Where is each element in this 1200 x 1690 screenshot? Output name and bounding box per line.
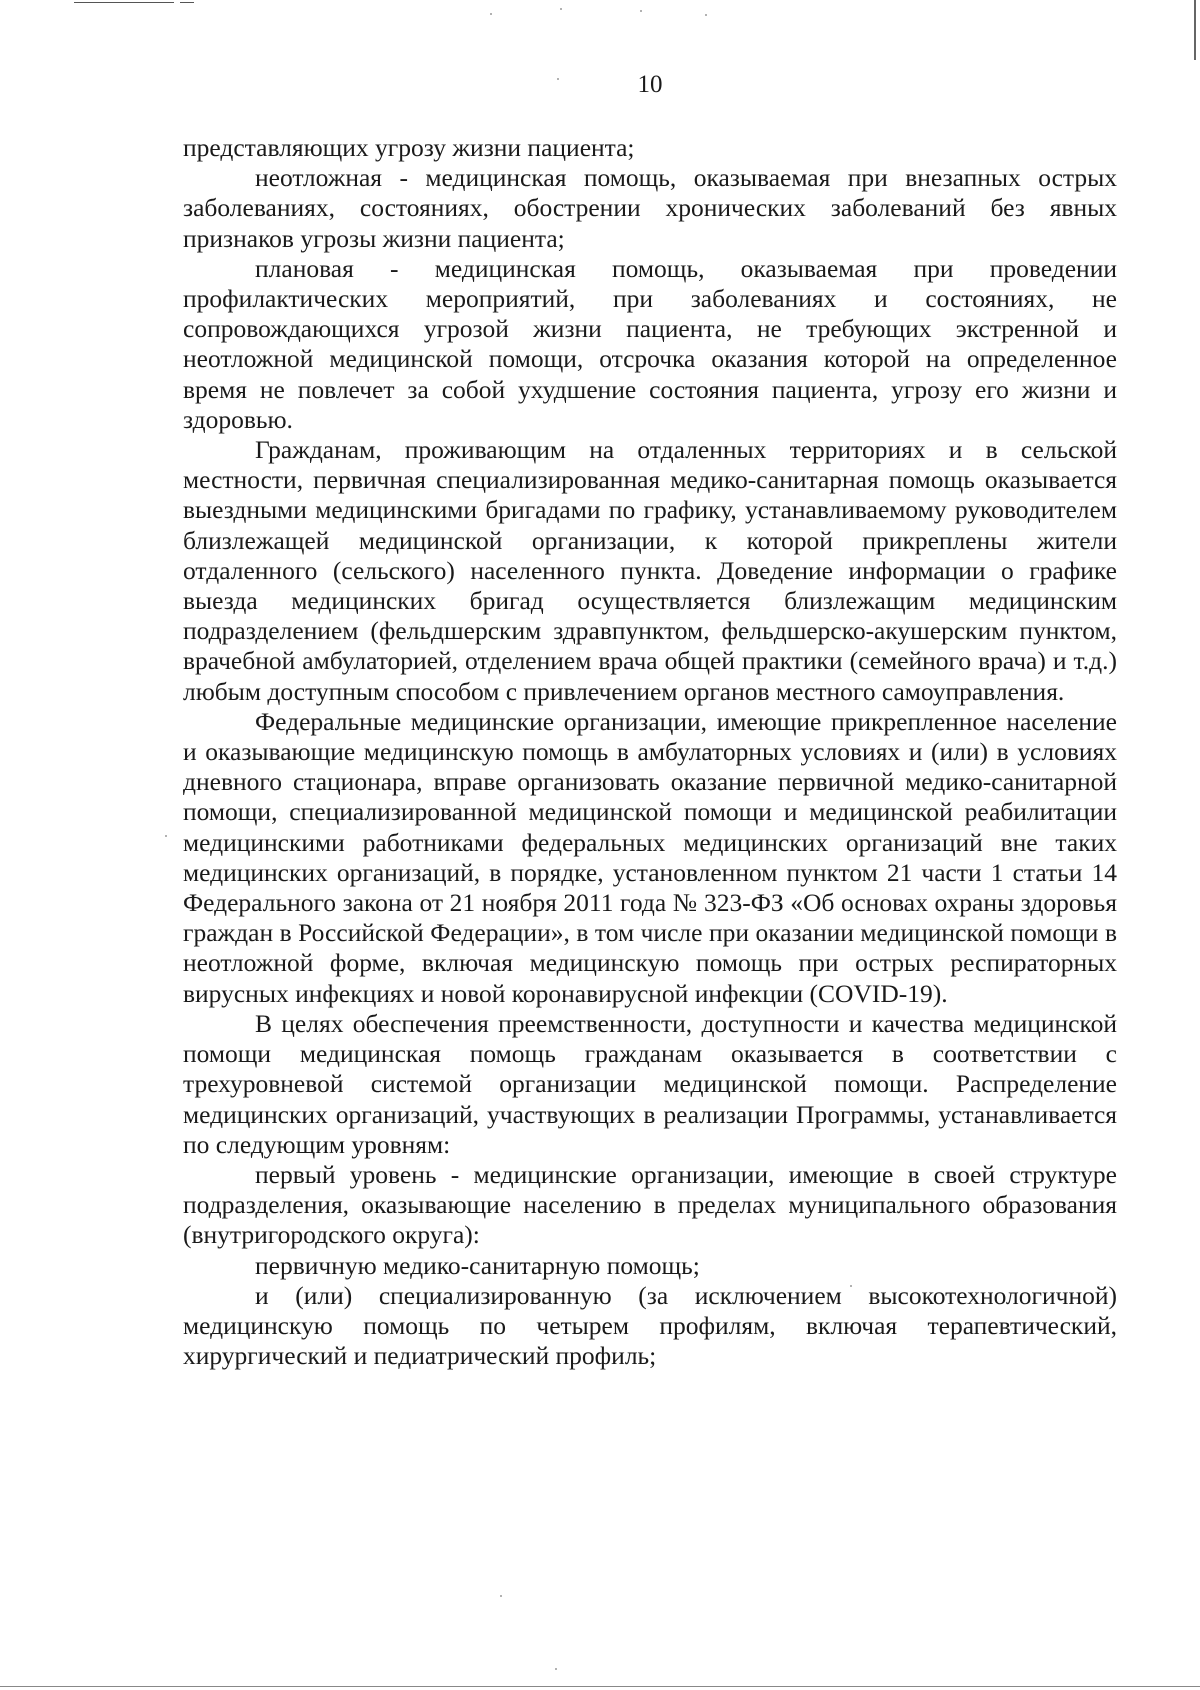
scan-artifact-top-rule (180, 2, 194, 3)
scan-artifact-top-rule (74, 2, 174, 3)
scan-speck (165, 835, 167, 837)
scan-speck (500, 1595, 502, 1597)
paragraph: представляющих угрозу жизни пациента; (183, 133, 635, 162)
scan-speck (640, 10, 642, 12)
paragraph: первичную медико-санитарную помощь; (255, 1250, 700, 1280)
paragraph: неотложная - медицинская помощь, оказываемая при внезапных острых заболеваниях, состояниях, обострении хронических заболеваний без явных признаков угрозы жизни пациента; (183, 163, 1117, 253)
scan-speck (490, 13, 492, 15)
paragraph: первый уровень - медицинские организации, имеющие в своей структуре подразделения, оказывающие населению в пределах муниципального образования (внутригородского округа): (183, 1159, 1117, 1250)
scan-speck (560, 8, 562, 10)
paragraph: плановая - медицинская помощь, оказываемая при проведении профилактических мероприятий, при заболеваниях и состояниях, не сопровождающихся угрозой жизни пациента, не требующих экстренной и неотложной медицинской помощи, отсрочка оказания которой на определенное время не повлечет за собой ухудшение состояния пациента, угрозу его жизни и здоровью. (183, 253, 1117, 434)
paragraph: В целях обеспечения преемственности, доступности и качества медицинской помощи медицинская помощь гражданам оказывается в соответствии с трехуровневой системой организации медицинской помощи. Распределение медицинских организаций, участвующих в реализации Программы, устанавливается по следующим уровням: (183, 1008, 1117, 1159)
paragraph: и (или) специализированную (за исключением высокотехнологичной) медицинскую помощь по четырем профилям, включая терапевтический, хирургический и педиатрический профиль; (183, 1280, 1117, 1371)
paragraph: Гражданам, проживающим на отдаленных территориях и в сельской местности, первичная специализированная медико-санитарная помощь оказывается выездными медицинскими бригадами по графику, устанавливаемому руководителем близлежащей медицинской организации, к которой прикреплены жители отдаленного (сельского) населенного пункта. Доведение информации о графике выезда медицинских бригад осуществляется близлежащим медицинским подразделением (фельдшерским здравпунктом, фельдшерско-акушерским пунктом, врачебной амбулаторией, отделением врача общей практики (семейного врача) и т.д.) любым доступным способом с привлечением органов местного самоуправления. (183, 435, 1117, 706)
scan-artifact-bottom-edge (0, 1686, 1200, 1687)
scan-speck (555, 1668, 557, 1670)
scan-speck (705, 14, 707, 16)
page-number: 10 (637, 71, 663, 98)
scan-artifact-right-edge (1194, 0, 1196, 60)
document-body (183, 133, 1117, 1371)
paragraph: Федеральные медицинские организации, имеющие прикрепленное население и оказывающие медицинскую помощь в амбулаторных условиях и (или) в условиях дневного стационара, вправе организовать оказание первичной медико-санитарной помощи, специализированной медицинской помощи и медицинской реабилитации медицинскими работниками федеральных медицинских организаций вне таких медицинских организаций, в порядке, установленном пунктом 21 части 1 статьи 14 Федерального закона от 21 ноября 2011 года № 323-ФЗ «Об основах охраны здоровья граждан в Российской Федерации», в том числе при оказании медицинской помощи в неотложной форме, включая медицинскую помощь при острых респираторных вирусных инфекциях и новой коронавирусной инфекции (COVID-19). (183, 706, 1117, 1008)
